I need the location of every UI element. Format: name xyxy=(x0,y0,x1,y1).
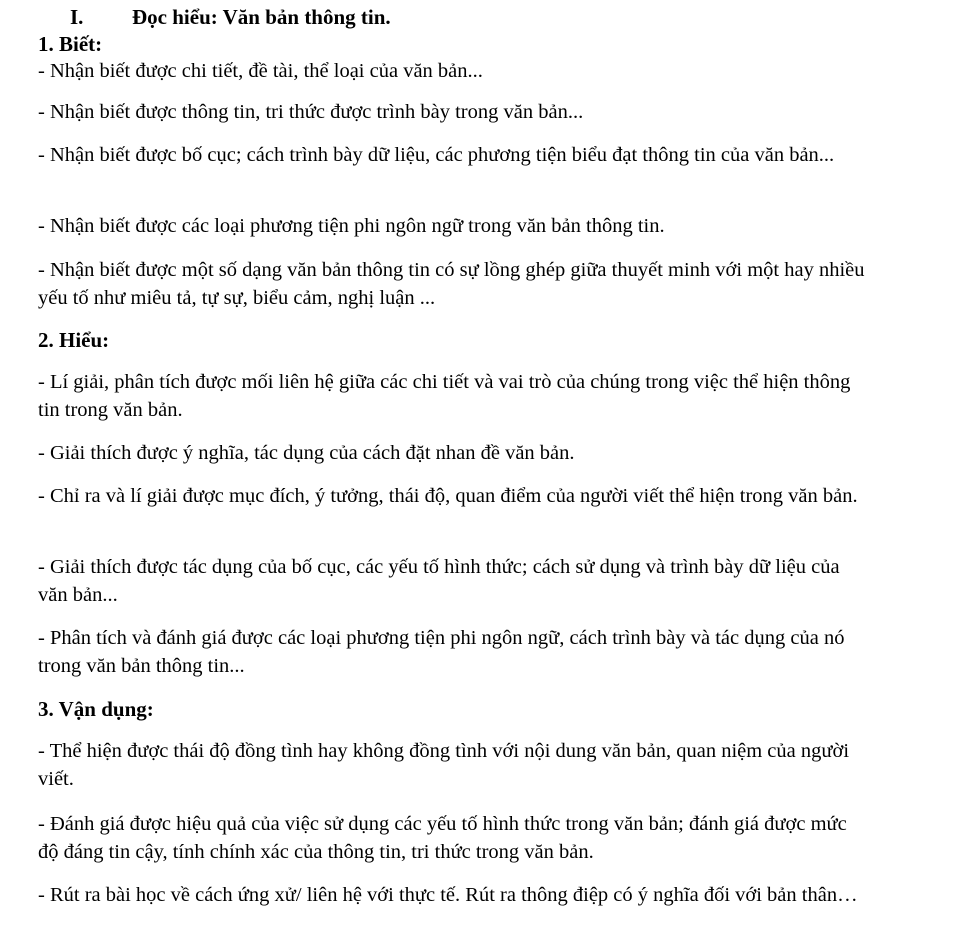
section-3-item-3: - Rút ra bài học về cách ứng xử/ liên hệ với thực tế. Rút ra thông điệp có ý nghĩa đối với bản thân… xyxy=(38,884,858,906)
section-title-van-dung: 3. Vận dụng: xyxy=(38,697,154,721)
document-heading xyxy=(70,5,391,29)
section-title-hieu: 2. Hiểu: xyxy=(38,328,110,352)
section-3-item-1: - Thể hiện được thái độ đồng tình hay không đồng tình với nội dung văn bản, quan niệm của người viết. xyxy=(38,740,850,790)
heading-number: I. xyxy=(70,5,84,29)
section-1-item-5: - Nhận biết được một số dạng văn bản thông tin có sự lồng ghép giữa thuyết minh với một hay nhiều yếu tố như miêu tả, tự sự, biểu cảm, nghị luận ... xyxy=(38,259,865,309)
section-3-item-2: - Đánh giá được hiệu quả của việc sử dụng các yếu tố hình thức trong văn bản; đánh giá được mức độ đáng tin cậy, tính chính xác của thông tin, tri thức trong văn bản. xyxy=(38,813,847,863)
section-1-item-2: - Nhận biết được thông tin, tri thức được trình bày trong văn bản... xyxy=(38,101,584,123)
section-2-item-5: - Phân tích và đánh giá được các loại phương tiện phi ngôn ngữ, cách trình bày và tác dụng của nó trong văn bản thông tin... xyxy=(38,627,845,677)
section-1-item-1: - Nhận biết được chi tiết, đề tài, thể loại của văn bản... xyxy=(38,60,483,82)
section-2-item-3: - Chỉ ra và lí giải được mục đích, ý tưởng, thái độ, quan điểm của người viết thể hiện trong văn bản. xyxy=(38,485,858,507)
heading-title: Đọc hiểu: Văn bản thông tin. xyxy=(132,5,391,29)
section-2-item-2: - Giải thích được ý nghĩa, tác dụng của cách đặt nhan đề văn bản. xyxy=(38,442,575,464)
section-1-item-4: - Nhận biết được các loại phương tiện phi ngôn ngữ trong văn bản thông tin. xyxy=(38,215,665,237)
section-1-item-3: - Nhận biết được bố cục; cách trình bày dữ liệu, các phương tiện biểu đạt thông tin của văn bản... xyxy=(38,144,835,166)
section-2-item-1: - Lí giải, phân tích được mối liên hệ giữa các chi tiết và vai trò của chúng trong việc thể hiện thông tin trong văn bản. xyxy=(38,371,851,421)
section-2-item-4: - Giải thích được tác dụng của bố cục, các yếu tố hình thức; cách sử dụng và trình bày dữ liệu của văn bản... xyxy=(38,556,840,606)
section-title-biet: 1. Biết: xyxy=(38,32,103,56)
